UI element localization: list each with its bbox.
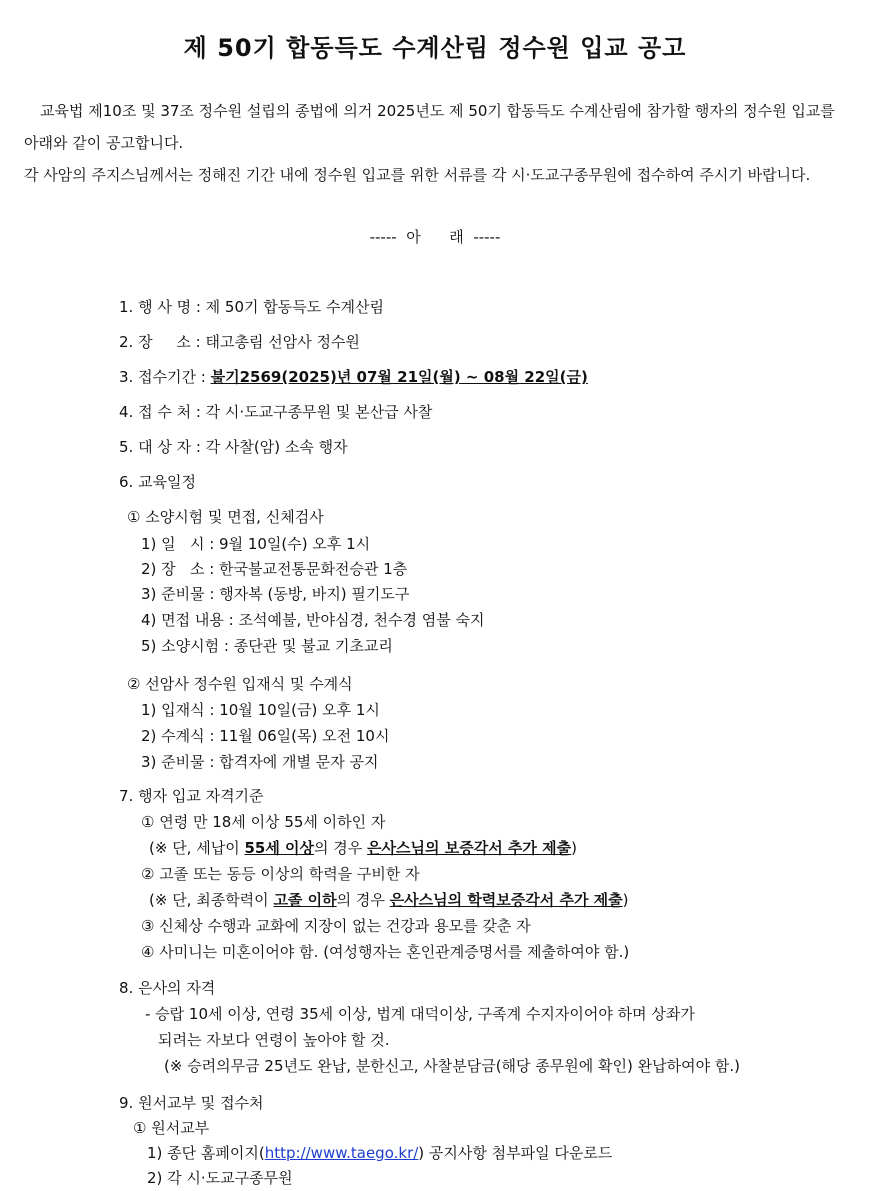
schedule-ceremony-supplies: 3) 준비물 : 합격자에 개별 문자 공지 <box>141 753 379 771</box>
mentor-requirement: - 승랍 10세 이상, 연령 35세 이상, 법계 대덕이상, 구족계 수지자이어야 하며 상좌가 <box>145 1005 695 1023</box>
schedule-exam-date: 1) 일 시 : 9월 10일(수) 오후 1시 <box>141 535 371 553</box>
notice-title: 제 50기 합동득도 수계산림 정수원 입교 공고 <box>183 34 687 62</box>
schedule-precepts-ceremony: 2) 수계식 : 11월 06일(목) 오전 10시 <box>141 727 390 745</box>
intro-paragraph-1: 교육법 제10조 및 37조 정수원 설립의 종법에 의거 2025년도 제 50기 합동득도 수계산림에 참가할 행자의 정수원 입교를 아래와 같이 공고합니다. <box>24 102 835 152</box>
item-location: 2. 장 소 : 태고총림 선암사 정수원 <box>119 333 360 351</box>
item-reception: 4. 접 수 처 : 각 시·도교구종무원 및 본산급 사찰 <box>119 403 433 421</box>
note-text: 의 경우 <box>314 839 368 857</box>
note-text: (※ 단, 세납이 <box>149 839 245 857</box>
application-homepage <box>147 1143 612 1163</box>
note-emphasis: 은사스님의 학력보증각서 추가 제출 <box>389 891 623 909</box>
intro-paragraph-2: 각 사암의 주지스님께서는 정해진 기간 내에 정수원 입교를 위한 서류를 각 시·도교구종무원에 접수하여 주시기 바랍니다. <box>24 166 811 184</box>
mentor-dues-note: (※ 승려의무금 25년도 완납, 분한신고, 사찰분담금(해당 종무원에 확인) 완납하여야 함.) <box>164 1057 740 1075</box>
application-district-office: 2) 각 시·도교구종무원 <box>147 1169 293 1187</box>
qualification-age: ① 연령 만 18세 이상 55세 이하인 자 <box>141 813 386 831</box>
note-text: ) <box>622 891 629 909</box>
note-emphasis: 은사스님의 보증각서 추가 제출 <box>367 839 572 857</box>
qualification-education: ② 고졸 또는 동등 이상의 학력을 구비한 자 <box>141 865 420 883</box>
item-period-value: 불기2569(2025)년 07월 21일(월) ~ 08월 22일(금) <box>210 368 588 386</box>
schedule-exam-heading: ① 소양시험 및 면접, 신체검사 <box>127 508 324 526</box>
section-divider-arae: ----- 아 래 ----- <box>369 228 501 246</box>
homepage-text: ) 공지사항 첨부파일 다운로드 <box>418 1144 613 1162</box>
schedule-exam-subject: 5) 소양시험 : 종단관 및 불교 기초교리 <box>141 637 393 655</box>
homepage-link[interactable]: http://www.taego.kr/ <box>264 1144 419 1162</box>
note-text: (※ 단, 최종학력이 <box>149 891 274 909</box>
homepage-text: 1) 종단 홈페이지( <box>147 1144 265 1162</box>
note-emphasis: 55세 이상 <box>244 839 315 857</box>
schedule-ceremony-heading: ② 선암사 정수원 입재식 및 수계식 <box>127 675 353 693</box>
note-emphasis: 고졸 이하 <box>273 891 337 909</box>
item-application-heading: 9. 원서교부 및 접수처 <box>119 1094 264 1112</box>
schedule-exam-place: 2) 장 소 : 한국불교전통문화전승관 1층 <box>141 560 408 578</box>
schedule-opening-ceremony: 1) 입재식 : 10월 10일(금) 오후 1시 <box>141 701 380 719</box>
item-event-name: 1. 행 사 명 : 제 50기 합동득도 수계산림 <box>119 298 384 316</box>
application-distribution: ① 원서교부 <box>133 1119 210 1137</box>
qualification-age-note <box>149 838 577 858</box>
note-text: ) <box>571 839 577 857</box>
item-schedule-heading: 6. 교육일정 <box>119 473 197 491</box>
item-target: 5. 대 상 자 : 각 사찰(암) 소속 행자 <box>119 438 348 456</box>
intro-paragraphs <box>24 95 844 191</box>
mentor-requirement-cont: 되려는 자보다 연령이 높아야 할 것. <box>158 1031 390 1049</box>
item-mentor-heading: 8. 은사의 자격 <box>119 979 216 997</box>
item-period-label: 3. 접수기간 : <box>119 368 211 386</box>
qualification-marital: ④ 사미니는 미혼이어야 함. (여성행자는 혼인관계증명서를 제출하여야 함.) <box>141 943 630 961</box>
note-text: 의 경우 <box>336 891 390 909</box>
item-qualification-heading: 7. 행자 입교 자격기준 <box>119 787 264 805</box>
schedule-exam-supplies: 3) 준비물 : 행자복 (동방, 바지) 필기도구 <box>141 585 410 603</box>
qualification-education-note <box>149 890 629 910</box>
qualification-health: ③ 신체상 수행과 교화에 지장이 없는 건강과 용모를 갖춘 자 <box>141 917 531 935</box>
item-period <box>119 367 588 387</box>
schedule-interview-content: 4) 면접 내용 : 조석예불, 반야심경, 천수경 염불 숙지 <box>141 611 485 629</box>
